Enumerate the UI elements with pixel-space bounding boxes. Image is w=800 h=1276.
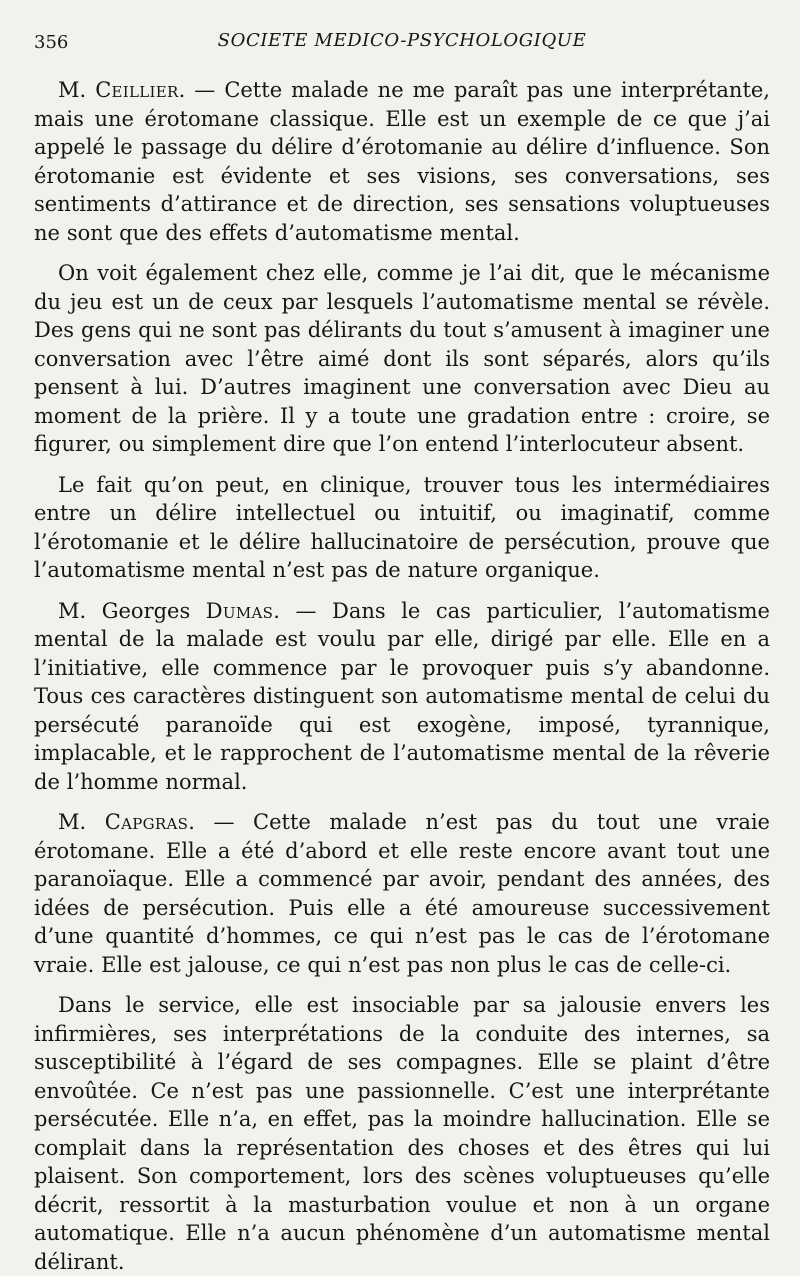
speaker-title: M. Georges	[58, 598, 206, 623]
running-header	[34, 28, 770, 68]
speaker-name: Ceillier	[95, 78, 179, 102]
paragraph-text: . — Dans le cas particulier, l’automatisme mental de la malade est voulu par elle, dirigé par elle. Elle en a l’initiative, elle commence par le provoquer puis s’y abandonne. Tous ces caractères distinguent son automatisme mental de celui du persécuté paranoïde qui est exogène, imposé, tyrannique, implacable, et le rapprochent de l’automatisme mental de la rêverie de l’homme normal.	[34, 598, 770, 794]
speaker	[58, 810, 188, 834]
page-number: 356	[34, 32, 69, 53]
body-text	[34, 76, 770, 1276]
paragraph-text: . — Cette malade ne me paraît pas une interprétante, mais une érotomane classique. Elle est un exemple de ce que j’ai appelé le passage du délire d’érotomanie au délire d’influence. Son érotomanie est évidente et ses visions, ses conversations, ses sentiments d’attirance et de direction, ses sensations voluptueuses ne sont que des effets d’automatisme mental.	[34, 78, 770, 245]
journal-title: SOCIETE MEDICO-PSYCHOLOGIQUE	[217, 30, 587, 51]
speaker-name: Dumas	[205, 598, 274, 623]
paragraph-clinique	[34, 471, 770, 585]
speaker-title: M.	[58, 810, 105, 834]
speaker-name: Capgras	[104, 810, 189, 834]
paragraph-capgras	[34, 808, 770, 979]
paragraph-jeu	[34, 259, 770, 459]
paragraph-text: On voit également chez elle, comme je l’ai dit, que le mécanisme du jeu est un de ceux par lesquels l’automatisme mental se révèle. Des gens qui ne sont pas délirants du tout s’amusent à imaginer une conversation avec l’être aimé dont ils sont séparés, alors qu’ils pensent à lui. D’autres imaginent une conversation avec Dieu au moment de la prière. Il y a toute une gradation entre : croire, se figurer, ou simplement dire que l’on entend l’interlocuteur absent.	[34, 261, 770, 456]
paragraph-text: Le fait qu’on peut, en clinique, trouver tous les intermédiaires entre un délire intellectuel ou intuitif, ou imaginatif, comme l’érotomanie et le délire hallucinatoire de persécution, prouve que l’automatisme mental n’est pas de nature organique.	[34, 472, 770, 582]
speaker-title: M.	[58, 78, 96, 102]
paragraph-dumas	[34, 597, 770, 797]
speaker	[58, 599, 273, 623]
paragraph-text: . — Cette malade n’est pas du tout une vraie érotomane. Elle a été d’abord et elle reste encore avant tout une paranoïaque. Elle a commencé par avoir, pendant des années, des idées de persécution. Puis elle a été amoureuse successivement d’une quantité d’hommes, ce qui n’est pas le cas de l’érotomane vraie. Elle est jalouse, ce qui n’est pas non plus le cas de celle-ci.	[34, 810, 770, 977]
paragraph-service	[34, 991, 770, 1276]
speaker	[58, 78, 179, 102]
paragraph-text: Dans le service, elle est insociable par sa jalousie envers les infirmières, ses interprétations de la conduite des internes, sa susceptibilité à l’égard de ses compagnes. Elle se plaint d’être envoûtée. Ce n’est pas une passionnelle. C’est une interprétante persécutée. Elle n’a, en effet, pas la moindre hallucination. Elle se complait dans la représentation des choses et des êtres qui lui plaisent. Son comportement, lors des scènes voluptueuses qu’elle décrit, ressortit à la masturbation voulue et non à un organe automatique. Elle n’a aucun phénomène d’un automatisme mental délirant.	[34, 993, 770, 1274]
paragraph-ceillier	[34, 76, 770, 247]
